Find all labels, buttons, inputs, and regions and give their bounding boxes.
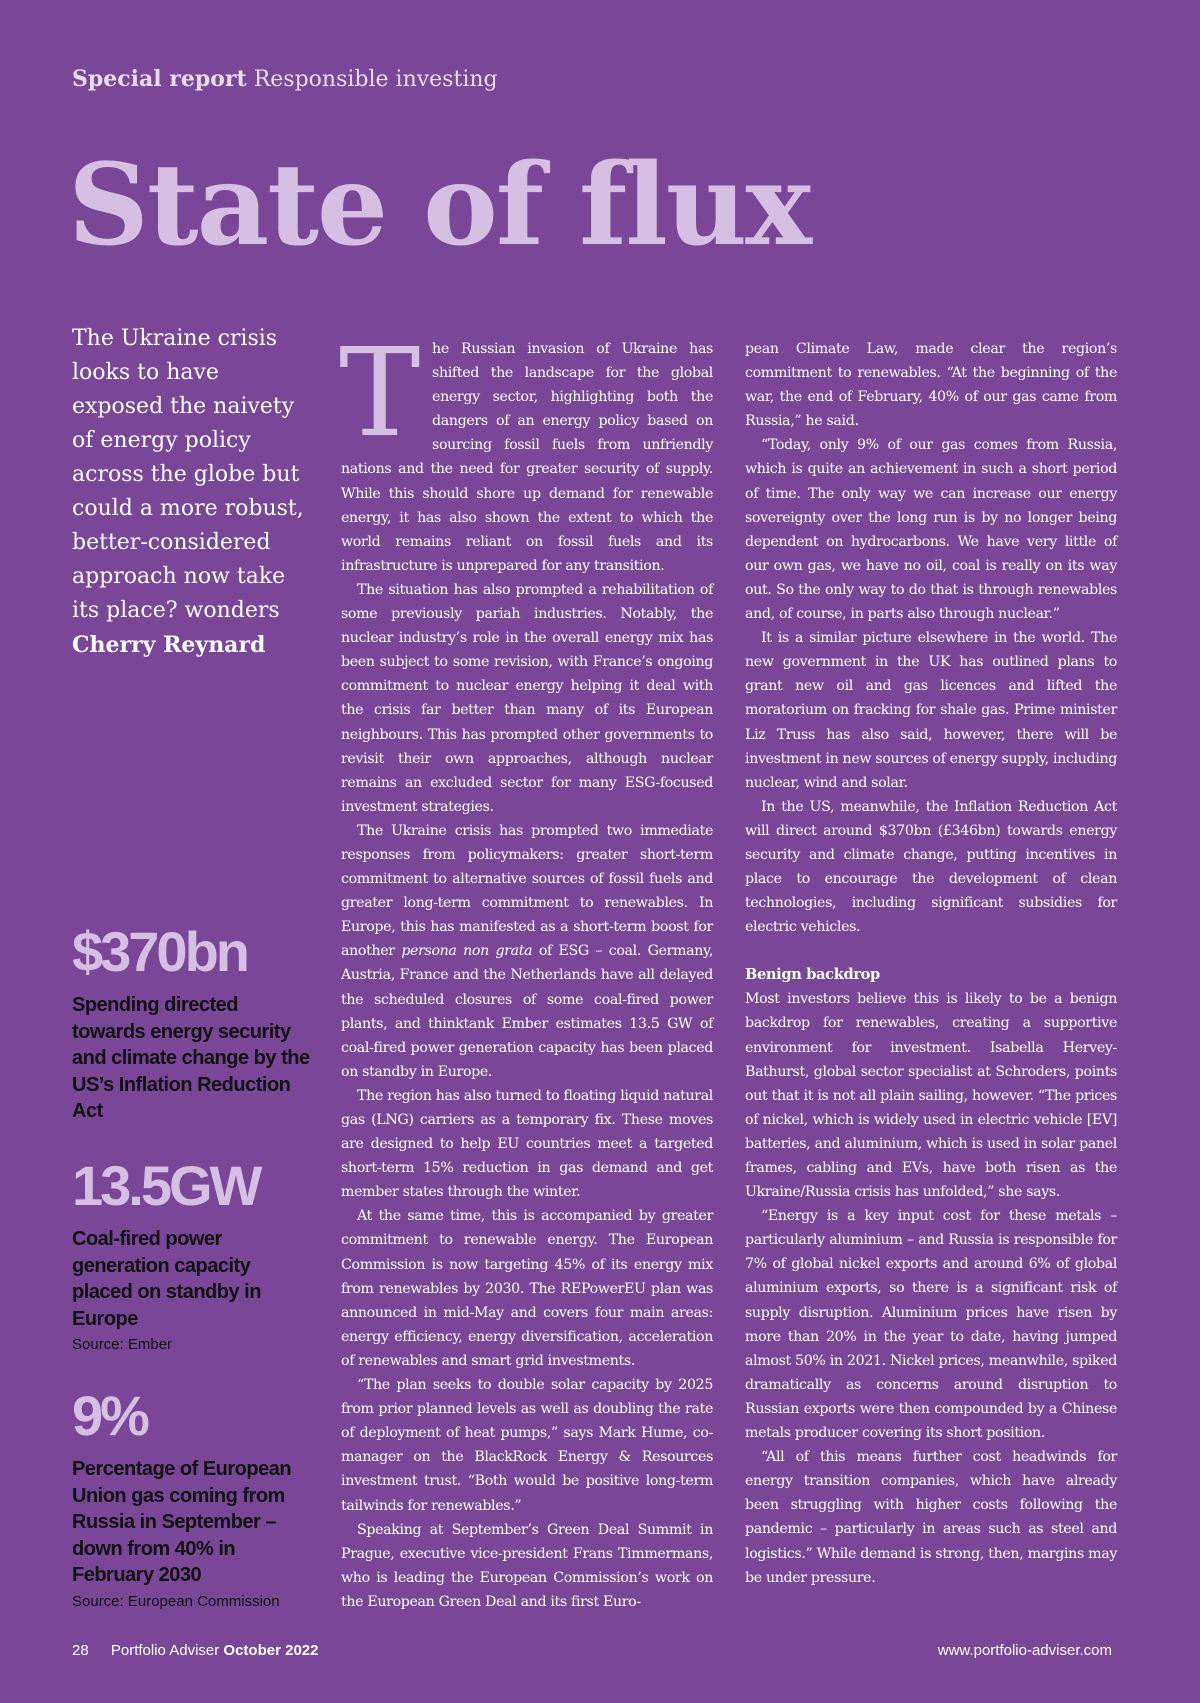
stat-value: 9% <box>72 1384 147 1447</box>
stat-description: Percentage of European Union gas coming from Russia in September – down from 40% in February 2030 <box>72 1458 292 1586</box>
body-text: of ESG – coal. Germany, Austria, France and the Netherlands have all delayed the scheduled closures of some coal-fired power plants, and thinktank Ember estimates 13.5 GW of coal-fired power generation capacity has been placed on standby in Europe. <box>341 943 713 1080</box>
body-paragraph: he Russian invasion of Ukraine has shifted the landscape for the global energy sector, highlighting both the dangers of an energy policy based on sourcing fossil fuels from unfriendly nations and the need for greater security of supply. While this should shore up demand for renewable energy, it has also shown the extent to which the world remains reliant on fossil fuels and its infrastructure is unprepared for any transition. <box>341 341 713 574</box>
publication-name: Portfolio Adviser <box>110 1642 220 1659</box>
page-number: 28 <box>72 1642 89 1659</box>
body-paragraph: “Energy is a key input cost for these metals – particularly aluminium – and Russia is responsible for 7% of global nickel exports and around 6% of global aluminium exports, so there is a significant risk of supply disruption. Aluminium prices have risen by more than 20% in the year to date, having jumped almost 50% in 2021. Nickel prices, meanwhile, spiked dramatically as concerns around disruption to Russian exports were then compounded by a Chinese metals producer covering its short position. <box>745 1208 1117 1442</box>
body-text: The Ukraine crisis has prompted two immediate responses from policymakers: greater short-term commitment to alternative sources of fossil fuels and greater long-term commitment to renewables. In Europe, this has manifested as a short-term boost for another <box>341 822 713 960</box>
section-label: Special report <box>72 66 247 92</box>
stat-box-russian-gas <box>72 1386 312 1612</box>
stat-box-us-spending <box>72 922 312 1125</box>
stat-source: Source: Ember <box>72 1336 173 1353</box>
stat-description: Spending directed towards energy security and climate change by the US’s Inflation Reduction Act <box>72 994 310 1122</box>
website-url: www.portfolio-adviser.com <box>937 1642 1112 1659</box>
section-topic: Responsible investing <box>253 67 498 92</box>
stat-value: 13.5GW <box>72 1154 260 1217</box>
body-paragraph: It is a similar picture elsewhere in the world. The new government in the UK has outlined plans to grant new oil and gas licences and lifted the moratorium on fracking for shale gas. Prime minister Liz Truss has also said, however, there will be investment in new sources of energy supply, including nuclear, wind and solar. <box>745 630 1117 791</box>
article-column-2 <box>745 337 1117 1590</box>
body-paragraph: “The plan seeks to double solar capacity by 2025 from prior planned levels as well as doubling the rate of deployment of heat pumps,” says Mark Hume, co-manager on the BlackRock Energy & Resources investment trust. “Both would be positive long-term tailwinds for renewables.” <box>341 1377 713 1514</box>
stat-value: $370bn <box>72 920 247 983</box>
section-kicker <box>72 66 498 92</box>
article-column-1 <box>339 322 713 1614</box>
stat-box-coal-capacity <box>72 1156 312 1355</box>
issue-date: October 2022 <box>223 1642 319 1659</box>
standfirst-text: The Ukraine crisis looks to have exposed the naivety of energy policy across the globe but could a more robust, better-considered approach now take its place? wonders <box>72 326 304 623</box>
stat-description: Coal-fired power generation capacity placed on standby in Europe <box>72 1228 261 1330</box>
section-subheading: Benign backdrop <box>745 966 880 984</box>
page-footer <box>72 1642 318 1659</box>
body-paragraph: Most investors believe this is likely to be a benign backdrop for renewables, creating a supportive environment for investment. Isabella Hervey-Bathurst, global sector specialist at Schroders, points out that it is not all plain sailing, however. “The prices of nickel, which is widely used in electric vehicle [EV] batteries, and aluminium, which is used in solar panel frames, cabling and EVs, have both risen as the Ukraine/Russia crisis has unfolded,” she says. <box>745 991 1117 1201</box>
body-paragraph: Speaking at September’s Green Deal Summit in Prague, executive vice-president Frans Timmermans, who is leading the European Commission’s work on the European Green Deal and its first Euro- <box>341 1521 713 1610</box>
body-paragraph: In the US, meanwhile, the Inflation Reduction Act will direct around $370bn (£346bn) towards energy security and climate change, putting incentives in place to encourage the development of clean technologies, including significant subsidies for electric vehicles. <box>745 798 1117 936</box>
body-paragraph: The region has also turned to floating liquid natural gas (LNG) carriers as a temporary fix. These moves are designed to help EU countries meet a targeted short-term 15% reduction in gas demand and get member states through the winter. <box>341 1087 713 1201</box>
body-paragraph: pean Climate Law, made clear the region’s commitment to renewables. “At the beginning of the war, the end of February, 40% of our gas came from Russia,” he said. <box>745 341 1117 430</box>
author-name: Cherry Reynard <box>72 632 266 658</box>
body-paragraph: At the same time, this is accompanied by greater commitment to renewable energy. The European Commission is now targeting 45% of its energy mix from renewables by 2030. The REPowerEU plan was announced in mid-May and covers four main areas: energy efficiency, energy diversification, acceleration of renewables and smart grid investments. <box>341 1208 713 1369</box>
body-paragraph: “Today, only 9% of our gas comes from Russia, which is quite an achievement in such a short period of time. The only way we can increase our energy sovereignty over the long run is by no longer being dependent on hydrocarbons. We have very little of our own gas, we have no oil, coal is really on its way out. So the only way to do that is through renewables and, of course, in parts also through nuclear.” <box>745 437 1117 623</box>
body-paragraph: “All of this means further cost headwinds for energy transition companies, which have already been struggling with higher costs following the pandemic – particularly in areas such as steel and logistics.” While demand is strong, then, margins may be under pressure. <box>745 1449 1117 1586</box>
body-paragraph <box>341 819 713 1084</box>
body-paragraph: The situation has also prompted a rehabilitation of some previously pariah industries. Notably, the nuclear industry’s role in the overall energy mix has been subject to some revision, with France’s ongoing commitment to nuclear energy helping it deal with the crisis far better than many of its European neighbours. This has prompted other governments to revisit their own approaches, although nuclear remains an excluded sector for many ESG-focused investment strategies. <box>341 581 713 815</box>
article-headline: State of flux <box>68 140 810 271</box>
standfirst <box>72 322 304 662</box>
drop-cap: T <box>339 322 421 464</box>
stat-source: Source: European Commission <box>72 1592 280 1610</box>
italic-phrase: persona non grata <box>401 943 533 960</box>
